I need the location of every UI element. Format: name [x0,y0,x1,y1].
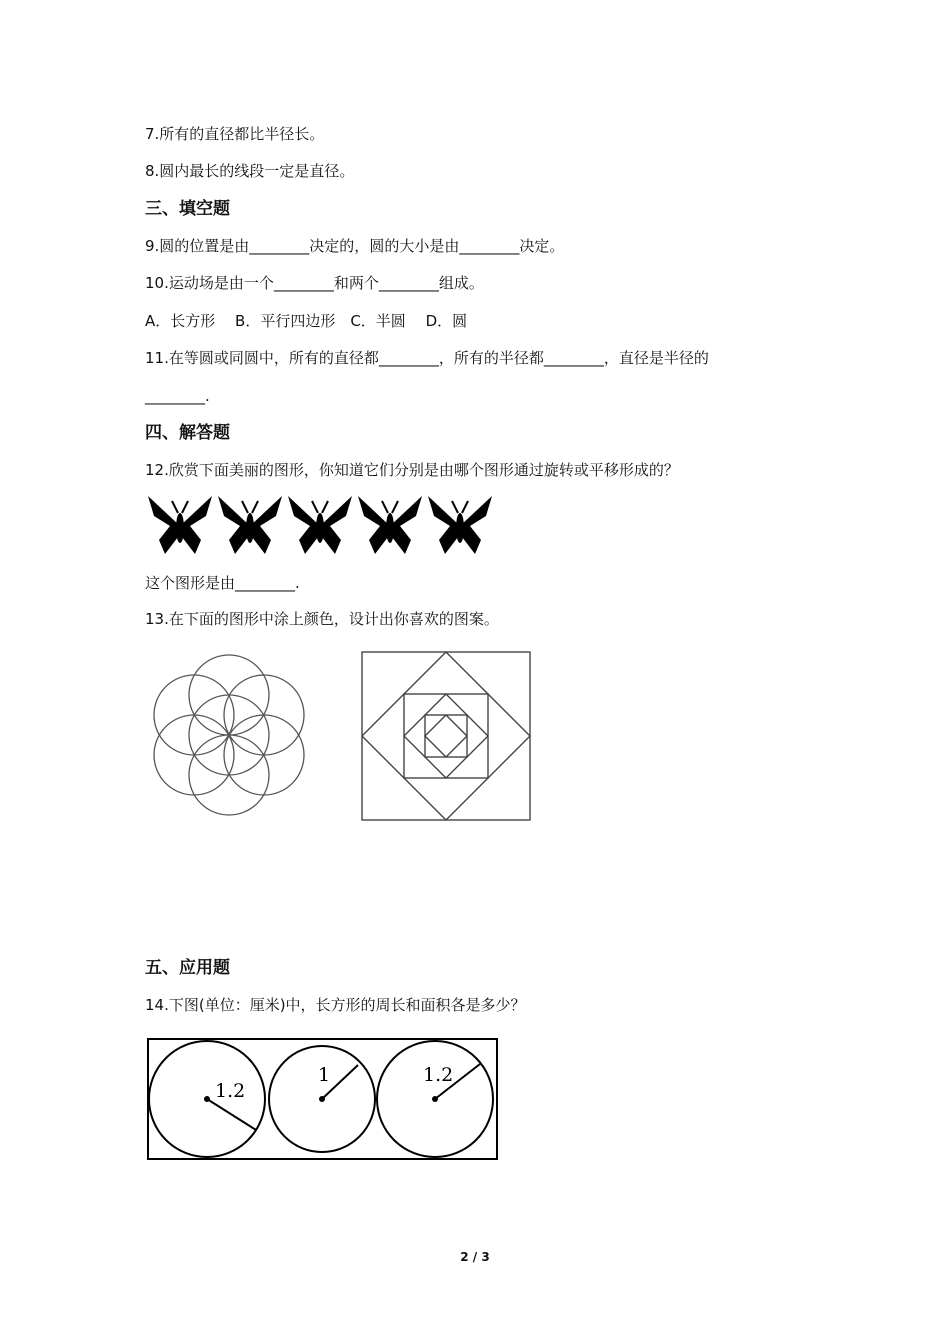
rectangle-circles-figure [143,1033,503,1165]
question-14: 14.下图(单位：厘米)中，长方形的周长和面积各是多少？ [145,996,526,1014]
butterfly-5 [428,496,492,554]
diamond-1 [362,652,530,820]
section-heading-application: 五、应用题 [145,958,230,978]
question-10-options: A．长方形 B．平行四边形 C．半圆 D．圆 [145,312,468,330]
question-11: 11.在等圆或同圆中，所有的直径都________，所有的半径都________，直径是半径的 [145,349,709,367]
butterfly-1 [148,496,212,554]
label-middle: 1 [318,1064,331,1086]
question-11-continued: ________. [145,387,210,405]
square-3 [425,715,467,757]
butterfly-4 [358,496,422,554]
question-10: 10.运动场是由一个________和两个________组成。 [145,274,484,292]
label-left: 1.2 [215,1080,246,1102]
section-heading-solve: 四、解答题 [145,423,230,443]
center-dot-left [204,1096,210,1102]
diamond-3 [425,715,467,757]
center-dot-middle [319,1096,325,1102]
nested-squares-figure [358,648,534,824]
seven-circles-figure [146,646,316,824]
outer-square [362,652,530,820]
page-number: 2 / 3 [460,1250,490,1264]
center-dot-right [432,1096,438,1102]
question-9: 9.圆的位置是由________决定的，圆的大小是由________决定。 [145,237,565,255]
question-12-answer: 这个图形是由________. [145,574,300,592]
question-13: 13.在下面的图形中涂上颜色，设计出你喜欢的图案。 [145,610,499,628]
section-heading-fill-blank: 三、填空题 [145,199,230,219]
question-8: 8.圆内最长的线段一定是直径。 [145,162,355,180]
square-2 [404,694,488,778]
butterfly-pattern-figure [145,492,505,560]
butterfly-2 [218,496,282,554]
question-12: 12.欣赏下面美丽的图形，你知道它们分别是由哪个图形通过旋转或平移形成的？ [145,461,679,479]
butterfly-3 [288,496,352,554]
label-right: 1.2 [423,1064,454,1086]
question-7: 7.所有的直径都比半径长。 [145,125,325,143]
radius-left [207,1099,256,1130]
diamond-2 [404,694,488,778]
